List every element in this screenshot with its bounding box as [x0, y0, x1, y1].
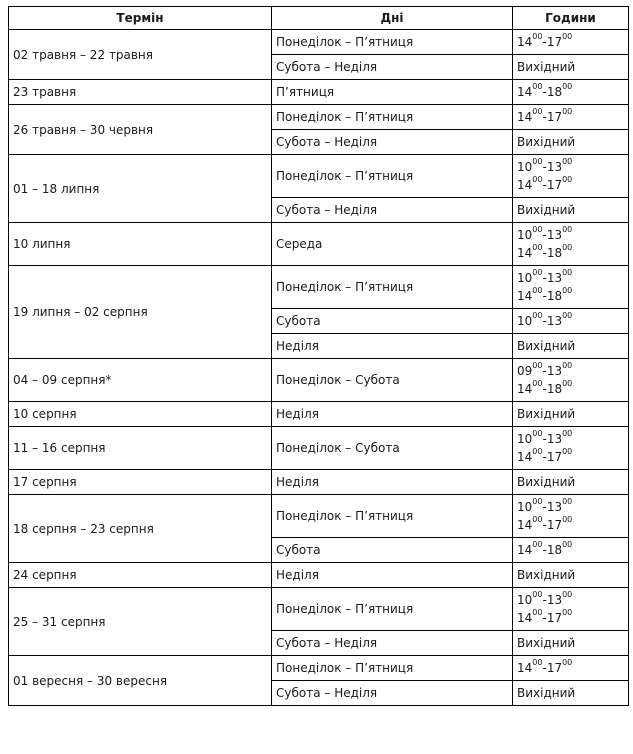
start-minutes: 00 [532, 268, 543, 277]
term-cell: 23 травня [9, 80, 272, 105]
range-dash: - [542, 518, 547, 532]
start-minutes: 00 [532, 243, 543, 252]
header-row [9, 7, 629, 30]
start-minutes: 00 [532, 175, 543, 184]
start-minutes: 00 [532, 82, 543, 91]
hours-cell [513, 309, 629, 334]
days-cell: Субота – Неділя [272, 631, 513, 656]
end-minutes: 00 [562, 225, 573, 234]
hours-cell [513, 266, 629, 309]
range-dash: - [542, 611, 547, 625]
hours-range [517, 380, 624, 398]
term-cell: 19 липня – 02 серпня [9, 266, 272, 359]
hours-range [517, 516, 624, 534]
end-minutes: 00 [562, 658, 573, 667]
end-hour: 18 [546, 246, 563, 260]
start-minutes: 00 [532, 608, 543, 617]
hours-range [517, 541, 624, 559]
hours-cell [513, 105, 629, 130]
start-hour: 10 [517, 432, 533, 446]
hours-range [517, 430, 624, 448]
term-cell: 25 – 31 серпня [9, 588, 272, 656]
hours-cell [513, 538, 629, 563]
start-minutes: 00 [532, 447, 543, 456]
start-hour: 14 [517, 110, 533, 124]
end-minutes: 00 [562, 497, 573, 506]
end-hour: 18 [546, 543, 563, 557]
end-minutes: 00 [562, 157, 573, 166]
table-body [9, 30, 629, 706]
end-minutes: 00 [562, 590, 573, 599]
hours-cell: Вихідний [513, 631, 629, 656]
hours-range [517, 498, 624, 516]
hours-range [517, 591, 624, 609]
start-hour: 14 [517, 382, 533, 396]
start-minutes: 00 [532, 286, 543, 295]
days-cell: Неділя [272, 563, 513, 588]
table-row [9, 495, 629, 538]
hours-range [517, 108, 624, 126]
start-hour: 14 [517, 35, 533, 49]
range-dash: - [542, 543, 547, 557]
hours-cell [513, 495, 629, 538]
range-dash: - [542, 432, 547, 446]
range-dash: - [542, 271, 547, 285]
header-term: Термін [9, 7, 272, 30]
hours-range [517, 448, 624, 466]
end-hour: 13 [546, 432, 563, 446]
hours-range [517, 609, 624, 627]
term-cell: 18 серпня – 23 серпня [9, 495, 272, 563]
hours-range [517, 244, 624, 262]
start-hour: 10 [517, 160, 533, 174]
term-cell: 10 липня [9, 223, 272, 266]
term-cell: 17 серпня [9, 470, 272, 495]
range-dash: - [542, 178, 547, 192]
header-days: Дні [272, 7, 513, 30]
start-hour: 09 [517, 364, 533, 378]
start-minutes: 00 [532, 497, 543, 506]
start-hour: 14 [517, 85, 533, 99]
days-cell: Понеділок – П’ятниця [272, 266, 513, 309]
end-minutes: 00 [562, 311, 573, 320]
hours-range [517, 226, 624, 244]
end-hour: 13 [546, 314, 563, 328]
hours-cell: Вихідний [513, 55, 629, 80]
days-cell: П’ятниця [272, 80, 513, 105]
end-minutes: 00 [562, 361, 573, 370]
start-hour: 14 [517, 661, 533, 675]
days-cell: Середа [272, 223, 513, 266]
hours-cell: Вихідний [513, 402, 629, 427]
hours-cell [513, 80, 629, 105]
range-dash: - [542, 228, 547, 242]
days-cell: Понеділок – П’ятниця [272, 155, 513, 198]
table-row [9, 105, 629, 130]
start-hour: 10 [517, 228, 533, 242]
end-minutes: 00 [562, 243, 573, 252]
hours-cell [513, 359, 629, 402]
table-row [9, 563, 629, 588]
end-minutes: 00 [562, 175, 573, 184]
hours-cell [513, 588, 629, 631]
hours-cell [513, 155, 629, 198]
hours-cell [513, 427, 629, 470]
start-minutes: 00 [532, 590, 543, 599]
header-hours: Години [513, 7, 629, 30]
start-hour: 14 [517, 543, 533, 557]
end-minutes: 00 [562, 82, 573, 91]
hours-range [517, 83, 624, 101]
term-cell: 10 серпня [9, 402, 272, 427]
table-row [9, 588, 629, 631]
table-row [9, 470, 629, 495]
end-hour: 17 [546, 110, 563, 124]
end-minutes: 00 [562, 608, 573, 617]
days-cell: Понеділок – Субота [272, 427, 513, 470]
hours-cell: Вихідний [513, 563, 629, 588]
range-dash: - [542, 246, 547, 260]
table-row [9, 266, 629, 309]
range-dash: - [542, 593, 547, 607]
end-hour: 13 [546, 271, 563, 285]
end-hour: 17 [546, 450, 563, 464]
start-minutes: 00 [532, 658, 543, 667]
range-dash: - [542, 382, 547, 396]
table-row [9, 427, 629, 470]
range-dash: - [542, 289, 547, 303]
end-hour: 18 [546, 382, 563, 396]
end-hour: 13 [546, 364, 563, 378]
start-minutes: 00 [532, 429, 543, 438]
days-cell: Субота – Неділя [272, 130, 513, 155]
range-dash: - [542, 661, 547, 675]
end-hour: 17 [546, 178, 563, 192]
start-hour: 14 [517, 450, 533, 464]
range-dash: - [542, 364, 547, 378]
start-minutes: 00 [532, 225, 543, 234]
table-row [9, 359, 629, 402]
term-cell: 26 травня – 30 червня [9, 105, 272, 155]
start-minutes: 00 [532, 515, 543, 524]
table-row [9, 80, 629, 105]
term-cell: 11 – 16 серпня [9, 427, 272, 470]
hours-range [517, 269, 624, 287]
days-cell: Неділя [272, 470, 513, 495]
hours-cell: Вихідний [513, 334, 629, 359]
end-minutes: 00 [562, 286, 573, 295]
days-cell: Субота – Неділя [272, 55, 513, 80]
start-hour: 14 [517, 289, 533, 303]
term-cell: 02 травня – 22 травня [9, 30, 272, 80]
table-row [9, 656, 629, 681]
end-minutes: 00 [562, 32, 573, 41]
end-minutes: 00 [562, 268, 573, 277]
start-minutes: 00 [532, 361, 543, 370]
end-minutes: 00 [562, 379, 573, 388]
hours-range [517, 158, 624, 176]
term-cell: 01 вересня – 30 вересня [9, 656, 272, 706]
range-dash: - [542, 35, 547, 49]
range-dash: - [542, 110, 547, 124]
days-cell: Понеділок – П’ятниця [272, 105, 513, 130]
days-cell: Неділя [272, 402, 513, 427]
end-hour: 17 [546, 661, 563, 675]
days-cell: Понеділок – П’ятниця [272, 588, 513, 631]
end-hour: 17 [546, 35, 563, 49]
range-dash: - [542, 450, 547, 464]
hours-range [517, 176, 624, 194]
end-minutes: 00 [562, 540, 573, 549]
schedule-table [8, 6, 629, 706]
start-hour: 10 [517, 314, 533, 328]
start-hour: 10 [517, 500, 533, 514]
table-row [9, 223, 629, 266]
start-hour: 10 [517, 271, 533, 285]
days-cell: Субота – Неділя [272, 681, 513, 706]
table-row [9, 402, 629, 427]
start-hour: 14 [517, 518, 533, 532]
days-cell: Субота [272, 309, 513, 334]
start-minutes: 00 [532, 379, 543, 388]
start-minutes: 00 [532, 540, 543, 549]
end-hour: 18 [546, 85, 563, 99]
end-hour: 13 [546, 593, 563, 607]
hours-cell [513, 223, 629, 266]
days-cell: Субота – Неділя [272, 198, 513, 223]
table-row [9, 155, 629, 198]
start-hour: 14 [517, 246, 533, 260]
range-dash: - [542, 500, 547, 514]
days-cell: Понеділок – П’ятниця [272, 30, 513, 55]
days-cell: Понеділок – П’ятниця [272, 495, 513, 538]
start-hour: 10 [517, 593, 533, 607]
range-dash: - [542, 314, 547, 328]
end-hour: 13 [546, 160, 563, 174]
days-cell: Понеділок – Субота [272, 359, 513, 402]
hours-cell: Вихідний [513, 681, 629, 706]
hours-cell: Вихідний [513, 470, 629, 495]
end-hour: 13 [546, 228, 563, 242]
start-minutes: 00 [532, 32, 543, 41]
days-cell: Понеділок – П’ятниця [272, 656, 513, 681]
hours-cell: Вихідний [513, 130, 629, 155]
term-cell: 04 – 09 серпня* [9, 359, 272, 402]
term-cell: 24 серпня [9, 563, 272, 588]
start-minutes: 00 [532, 107, 543, 116]
end-minutes: 00 [562, 447, 573, 456]
table-header [9, 7, 629, 30]
hours-range [517, 33, 624, 51]
hours-cell [513, 656, 629, 681]
end-hour: 17 [546, 518, 563, 532]
range-dash: - [542, 160, 547, 174]
hours-range [517, 312, 624, 330]
term-cell: 01 – 18 липня [9, 155, 272, 223]
hours-range [517, 287, 624, 305]
hours-range [517, 659, 624, 677]
hours-cell [513, 30, 629, 55]
range-dash: - [542, 85, 547, 99]
end-minutes: 00 [562, 429, 573, 438]
table-row [9, 30, 629, 55]
days-cell: Субота [272, 538, 513, 563]
start-minutes: 00 [532, 157, 543, 166]
end-minutes: 00 [562, 107, 573, 116]
start-hour: 14 [517, 178, 533, 192]
end-minutes: 00 [562, 515, 573, 524]
hours-cell: Вихідний [513, 198, 629, 223]
hours-range [517, 362, 624, 380]
end-hour: 13 [546, 500, 563, 514]
end-hour: 17 [546, 611, 563, 625]
end-hour: 18 [546, 289, 563, 303]
days-cell: Неділя [272, 334, 513, 359]
start-hour: 14 [517, 611, 533, 625]
start-minutes: 00 [532, 311, 543, 320]
